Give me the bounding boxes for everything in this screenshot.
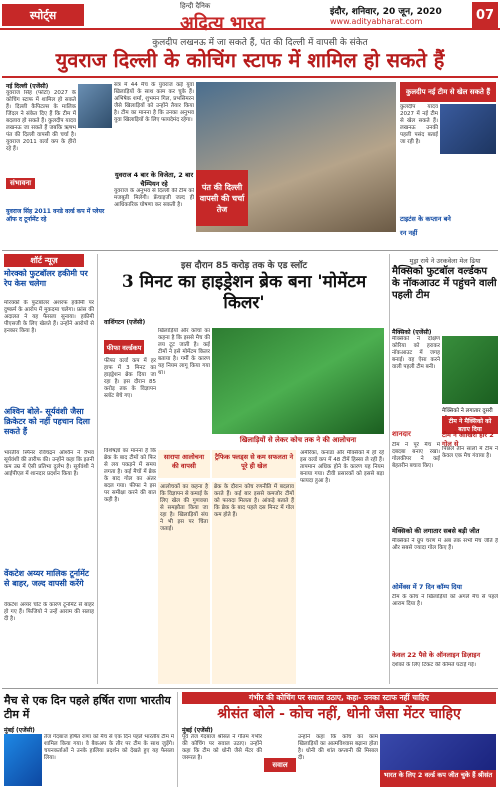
right-byline: मैक्सिको (एजेंसी) [392, 329, 432, 336]
right-kicker: मुड्रा राये ने उरकवेला मेल ढिया [409, 257, 481, 265]
bottom-mid-photo-caption: भारत के लिए 2 वर्ल्ड कप जीत चुके हैं श्रीसंत [380, 770, 496, 787]
middle-body-col4: अमेरिका, कनाडा और मैक्सिको में हो रहे इस वर्ल्ड कप में 48 टीमें हिस्सा ले रही हैं। तापमान अधिक होने के कारण यह नियम बनाया गया। टीवी प्रसारकों को इससे बड़ा फायदा हुआ है। [300, 450, 384, 484]
lead-kicker: कुलदीप लखनऊ में जा सकते हैं, पंत की दिल्ली में वापसी के संकेत [152, 38, 368, 48]
masthead-logo [180, 2, 265, 35]
bottom-left-body: तेज गेंदबाज हर्षित राणा को मैच से एक दिन पहले भारतीय टीम में शामिल किया गया। वे बैकअप के तौर पर टीम के साथ जुड़ेंगे। चयनकर्ताओं ने उनके हालिया प्रदर्शन को देखते हुए यह फैसला लिया। [44, 734, 174, 761]
right-note-body: दर्शकों के लिए टिकट की कीमतें घटाई गईं। [392, 662, 476, 668]
middle-kicker: इस दौरान 85 करोड़ तक के एड स्लॉट [180, 261, 308, 271]
bottom-col-divider [177, 692, 178, 787]
middle-byline: वाशिंगटन (एजेंसी) [104, 319, 146, 326]
middle-main-photo [212, 328, 384, 434]
short-news-3-title[interactable]: वेंकटेश अय्यर मालिक टूर्नामेंट से बाहर, जल्द वापसी करेंगे [4, 568, 89, 588]
bottom-mid-side-label: सवाल [264, 758, 296, 772]
harshit-photo [4, 734, 42, 786]
right-stat-title: टीम ने आखिरी हार 2 गोल से [442, 431, 494, 448]
short-news-tag: शॉर्ट न्यूज़ [4, 254, 84, 267]
section-divider [2, 250, 498, 251]
lead-body-col3: युवराज के अनुभव से दिल्ली की टीम को मजबूती मिलेगी। फ्रेंचाइजी जल्द ही आधिकारिक घोषणा कर सकती है। [114, 188, 194, 208]
short-news-1-body: मोरक्को के फुटबॉलर अशरफ हकीमी पर दुष्कर्म के आरोप में मुकदमा चलेगा। फ्रांस की अदालत ने यह फैसला सुनाया। हकीमी पीएसजी के लिए खेलते हैं। उन्होंने आरोपों से इनकार किया है। [4, 300, 94, 334]
website-url[interactable]: www.adityabharat.com [330, 17, 423, 26]
right-photo [442, 336, 498, 404]
lead-sidebar-title: कुलदीप नई टीम से खेल सकते हैं [400, 82, 496, 102]
page-header [0, 0, 500, 34]
yuvraj-photo [78, 84, 112, 128]
middle-body-col1: फीफा वर्ल्ड कप में हर हाफ में 3 मिनट का हाइड्रेशन ब्रेक दिया जा रहा है। इस दौरान 85 करोड़ तक के विज्ञापन स्लॉट बेचे गए। [104, 358, 156, 399]
short-news-2-body: भारतीय स्पिनर रविचंद्रन अश्विन ने वैभव सूर्यवंशी की तारीफ की। उन्होंने कहा कि इतनी कम उम्र में ऐसी प्रतिभा दुर्लभ है। सूर्यवंशी ने आईपीएल में शानदार प्रदर्शन किया है। [4, 450, 94, 477]
middle-box2-title: ट्रैफिक फ्लड्स से कम सफलता ने पूरे ही खेल [212, 450, 296, 478]
section-tag: स्पोर्ट्स [2, 4, 84, 26]
middle-body-col3: विशेषज्ञों का मानना है कि ब्रेक के बाद टीमों को फिर से लय पकड़ने में समय लगता है। कई मैचों में ब्रेक के बाद गोल का अंतर बदल गया। फीफा ने इस पर समीक्षा करने की बात कही है। [104, 448, 156, 503]
short-news-1-title[interactable]: मोरक्को फुटबॉलर हकीमी पर रेप केस चलेगा [4, 268, 88, 288]
middle-box2-body: ब्रेक के दौरान कोच रणनीति में बदलाव करते हैं। कई बार इससे कमजोर टीमों को फायदा मिलता है। आंकड़े बताते हैं कि ब्रेक के बाद पहले दस मिनट में गोल कम होते हैं। [212, 482, 296, 684]
bottom-mid-body-col1: पूर्व तेज गेंदबाज श्रीसंत ने गौतम गंभीर की कोचिंग पर सवाल उठाए। उन्होंने कहा कि टीम को धोनी जैसे मेंटर की जरूरत है। [182, 734, 262, 761]
lead-photo-sub: युवराज 4 बार के विजेता, 2 बार चैम्पियन रहे [114, 171, 194, 188]
middle-box1-body: आलोचकों का कहना है कि विज्ञापन से कमाई के लिए खेल की गुणवत्ता से समझौता किया जा रहा है। खिलाड़ियों संघ ने भी इस पर चिंता जताई। [158, 482, 210, 684]
right-photo-caption: मैक्सिको ने लगातार दूसरी [442, 408, 493, 414]
dateline: इंदौर, शनिवार, 20 जून, 2020 [330, 7, 442, 17]
lead-byline: नई दिल्ली (एजेंसी) [6, 83, 49, 90]
lead-body-col1: युवराज सिंह (फोटो) 2027 के कोचिंग स्टाफ में शामिल हो सकते हैं। दिल्ली कैपिटल्स के मालिक जिंदल ने संकेत दिए हैं कि टीम में बदलाव हो सकते हैं। कुलदीप यादव लखनऊ जा सकते हैं जबकि ऋषभ पंत की दिल्ली वापसी की चर्चा है। युवराज 2011 वर्ल्ड कप के हीरो रहे हैं। [6, 90, 76, 152]
middle-side-label: फीफा वर्ल्डकप [104, 340, 144, 354]
right-side-label: शानदार [392, 430, 411, 438]
bottom-mid-byline: मुंबई (एजेंसी) [182, 727, 213, 734]
page-number: 07 [472, 2, 498, 28]
middle-body-col2: खिलाड़ियों और कोचों का कहना है कि इससे मैच की लय टूट जाती है। कई टीमों ने इसे मोमेंटम किलर बताया है। गर्मी के कारण यह नियम लागू किया गया था। [158, 328, 210, 376]
bottom-mid-headline[interactable]: श्रीसंत बोले - कोच नहीं, धोनी जैसा मेंटर चाहिए [217, 706, 461, 722]
col-divider-2 [389, 254, 390, 684]
short-news-3-body: वेंकटेश अय्यर चोट के कारण टूर्नामेंट से बाहर हो गए हैं। फिजियो ने उन्हें आराम की सलाह दी है। [4, 602, 94, 622]
sreesanth-photo [380, 734, 496, 770]
lead-body-col2: सत्र में 44 मैच के युवराज कई युवा खिलाड़ियों के साथ काम कर चुके हैं। अभिषेक शर्मा, शुभमन गिल, प्रभसिमरन जैसे खिलाड़ियों को उन्होंने तैयार किया है। टीम का मानना है कि उनका अनुभव युवा खिलाड़ियों के लिए फायदेमंद रहेगा। [114, 82, 194, 123]
brand-name: अदित्य भारत [180, 13, 265, 34]
middle-box1-title: सारापा आलोचना की वापसी [158, 450, 210, 478]
right-bottom-title: ओर्मेक्स में 7 दिन कॉम्प दिया [392, 583, 462, 591]
middle-photo-caption: खिलाड़ियों से लेकर कोच तक ने की आलोचना [239, 436, 357, 444]
right-bottom-body: टीम के कोच ने खिलाड़ियों को अगले मैच से पहले आराम दिया है। [392, 594, 498, 607]
lead-sidebar-body: कुलदीप यादव 2027 में नई टीम से खेल सकते हैं। लखनऊ उनकी पहली पसंद बताई जा रही है। [400, 104, 438, 145]
lead-photo-caption: पंत की दिल्ली वापसी की चर्चा तेज [196, 170, 248, 226]
lead-side-note: युवराज सिंह 2011 वनडे वर्ल्ड कप में प्लेयर ऑफ द टूर्नामेंट रहे [6, 208, 105, 223]
right-tag: टीम ने मैक्सिको को बताए दिया [442, 416, 498, 434]
right-body-col2: टीम ने पूरे मैच में दबदबा बनाए रखा। गोलकीपर ने कई बेहतरीन बचाव किए। [392, 442, 440, 469]
middle-headline[interactable]: 3 मिनट का हाइड्रेशन ब्रेक बना 'मोमेंटम किलर' [121, 272, 367, 313]
lead-side-label: संभावना [6, 178, 35, 189]
lead-sidebar-subhead2: रन नहीं [400, 229, 418, 237]
right-body-col1: मैक्सिको ने दक्षिण कोरिया को हराकर नॉकआउट में जगह बनाई। वह ऐसा करने वाली पहली टीम बनी। [392, 336, 440, 370]
lead-headline[interactable]: युवराज दिल्ली के कोचिंग स्टाफ में शामिल हो सकते हैं [55, 48, 445, 72]
bottom-left-byline: मुंबई (एजेंसी) [4, 727, 35, 734]
bottom-mid-body-col2: उन्होंने कहा कि कोच का काम खिलाड़ियों का आत्मविश्वास बढ़ाना होता है। धोनी की शांत कप्तानी की मिसाल दी। [298, 734, 378, 761]
bottom-mid-kicker: गंभीर की कोचिंग पर सवाल उठाए, कहा- उनका स्टाफ नहीं चाहिए [182, 692, 496, 704]
right-note-title: केवल 22 पैसे के ऑनलाइन डिज़ाइन [392, 651, 481, 659]
right-headline[interactable]: मैक्सिको फुटबॉल वर्ल्डकप के नॉकआउट में पहुंचने वाली पहली टीम [392, 266, 497, 301]
brand-tagline: हिन्दी दैनिक [180, 2, 211, 10]
right-stat-body: पिछले तीन सालों में टीम ने केवल एक मैच गंवाया है। [442, 446, 498, 459]
kuldeep-photo [440, 104, 496, 154]
col-divider-1 [97, 254, 98, 684]
short-news-2-title[interactable]: अश्विन बोले- सूर्यवंशी जैसा क्रिकेटर को नहीं पहचान दिला सकते हैं [4, 406, 90, 436]
bottom-left-headline[interactable]: मैच से एक दिन पहले हर्षित राणा भारतीय टीम में [4, 694, 171, 721]
right-box-title: मेक्सिको की लगातार सबसे बड़ी जीत [392, 527, 480, 535]
lead-sidebar-subhead: टाइटंस के कप्तान बने [400, 215, 451, 223]
lead-divider [2, 76, 498, 78]
right-box-body: मैक्सिको ने ग्रुप चरण में अब तक सभी मैच जीते हैं और सबसे ज्यादा गोल किए हैं। [392, 538, 498, 551]
bottom-divider [2, 688, 498, 689]
